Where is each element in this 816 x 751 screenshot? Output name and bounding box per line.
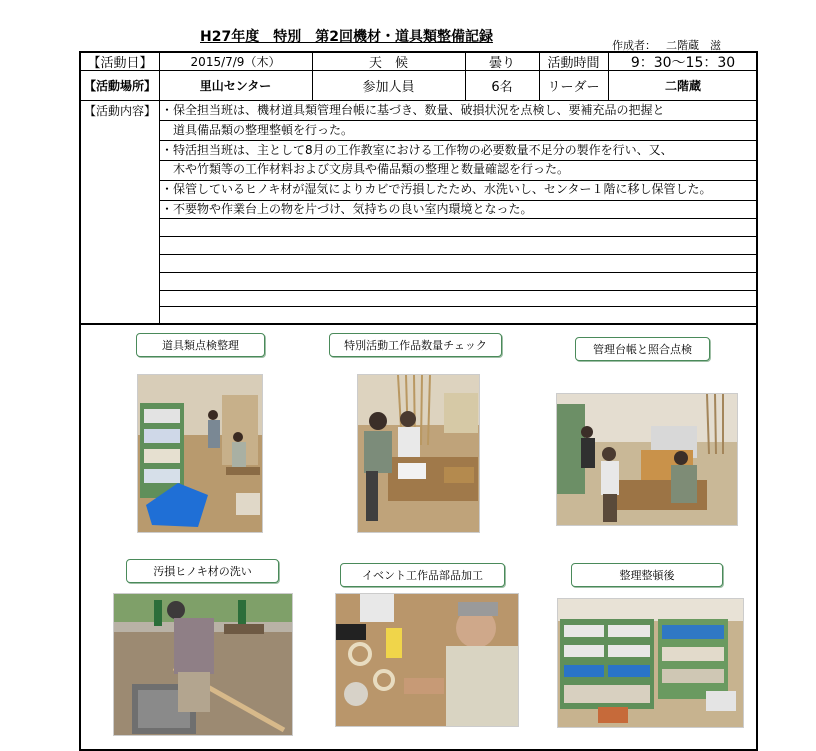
author-label: 作成者：	[612, 39, 656, 52]
photo-tool-inspection	[137, 374, 263, 533]
photo-caption: 道具類点検整理	[136, 333, 265, 357]
time-value: 9：30〜15：30	[630, 54, 736, 71]
photo-caption: 管理台帳と照合点検	[575, 337, 710, 361]
photo-caption: 整理整頓後	[571, 563, 723, 587]
photo-ledger-check	[556, 393, 738, 526]
date-label: 【活動日】	[87, 56, 153, 71]
content-line: ・特活担当班は、主として8月の工作教室における工作物の必要数量不足分の製作を行い、又、	[161, 143, 673, 157]
participants-label: 参加人員	[362, 79, 415, 95]
rule-line	[159, 290, 758, 291]
date-value: 2015/7/9（木）	[190, 55, 281, 69]
photo-caption: 汚損ヒノキ材の洗い	[126, 559, 279, 583]
rule-line	[159, 236, 758, 237]
leader-value: 二階蔵	[664, 78, 701, 93]
place-label: 【活動場所】	[83, 78, 156, 93]
photo-caption: 特別活動工作品数量チェック	[329, 333, 502, 357]
rule-line	[159, 306, 758, 307]
rule-line	[159, 218, 758, 219]
photo-after-tidying	[557, 598, 744, 728]
content-line: 道具備品類の整理整頓を行った。	[161, 123, 354, 137]
photo-caption: イベント工作品部品加工	[340, 563, 505, 587]
photo-quantity-check	[357, 374, 480, 533]
weather-value: 曇り	[488, 56, 515, 71]
rule-line	[159, 272, 758, 273]
photo-washing-wood	[113, 593, 293, 736]
time-label: 活動時間	[547, 56, 600, 71]
section-divider	[81, 323, 758, 325]
leader-label: リーダー	[547, 79, 600, 95]
content-line: ・不要物や作業台上の物を片づけ、気持ちの良い室内環境となった。	[161, 202, 533, 216]
content-line: ・保管しているヒノキ材が湿気によりカビで汚損したため、水洗いし、センター１階に移し保管した。	[161, 182, 712, 196]
rule-line	[159, 254, 758, 255]
weather-label: 天 候	[368, 56, 408, 71]
photo-parts-processing	[335, 593, 519, 727]
content-label: 【活動内容】	[83, 103, 156, 118]
participants-value: 6名	[491, 79, 513, 95]
content-line: 木や竹類等の工作材料および文房具や備品類の整理と数量確認を行った。	[161, 162, 570, 176]
page-title: H27年度 特別 第2回機材・道具類整備記録	[200, 29, 493, 45]
place-value: 里山センター	[199, 78, 272, 93]
content-line: ・保全担当班は、機材道具類管理台帳に基づき、数量、破損状況を点検し、要補充品の把握と	[161, 103, 665, 117]
author-name: 二階蔵 滋	[666, 39, 721, 52]
